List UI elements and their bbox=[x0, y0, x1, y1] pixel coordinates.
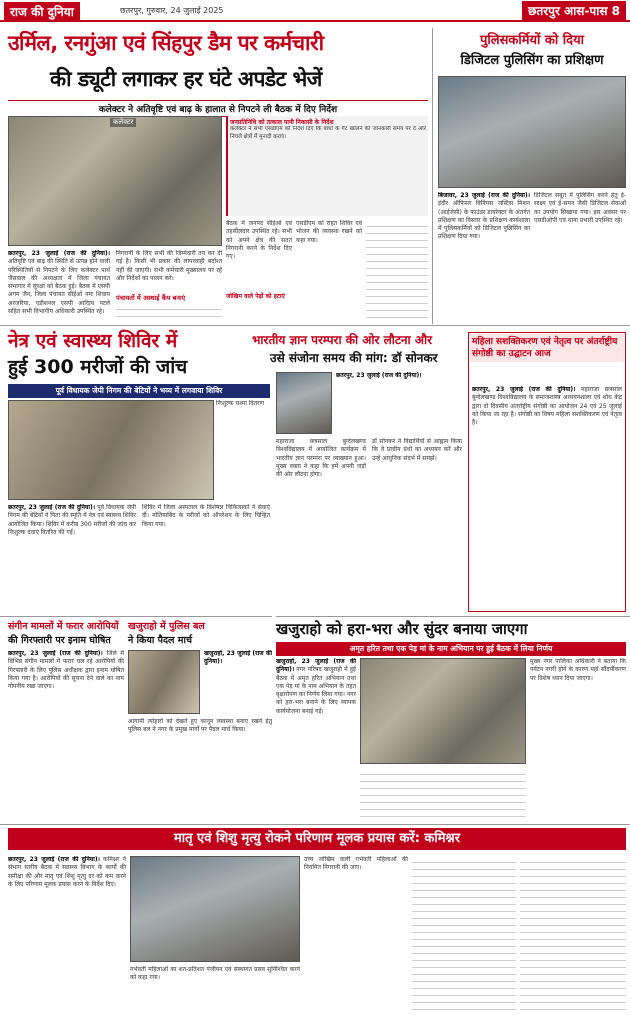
bottom-col-1-text: कमिश्नर ने संभाग स्तरीय बैठक में स्वास्थ्य विभाग के कार्यों की समीक्षा की और मातृ एवं शिशु मृत्यु दर को कम करने के लिए परिणाम मूलक प्रयास करने के निर्देश दिए। bbox=[8, 856, 126, 888]
women-dateline: छतरपुर, 23 जुलाई (राज की दुनिया)। bbox=[472, 386, 576, 393]
accused-headline-1: संगीन मामलों में फरार आरोपियों bbox=[8, 621, 119, 632]
section-title bbox=[522, 1, 626, 20]
paper-name: राज की दुनिया bbox=[4, 2, 80, 21]
lead-headline-1: उर्मिल, रनगुंआ एवं सिंहपुर डैम पर कर्मचारी bbox=[8, 31, 324, 55]
lead-deck: कलेक्टर ने अतिवृष्टि एवं बाढ़ के हालात से निपटने ली बैठक में दिए निर्देश bbox=[8, 100, 428, 117]
khajuraho-col-1 bbox=[276, 658, 356, 818]
camp-col-2: शिविर में जिला अस्पताल के विशेषज्ञ चिकित्सकों ने सेवाएं दीं। मोतियाबिंद के मरीजों को ऑपरेशन के लिए चिन्हित किया गया। bbox=[142, 504, 270, 528]
camp-headline-1: नेत्र एवं स्वास्थ्य शिविर में bbox=[8, 330, 178, 352]
police-col-1-text: इंदौर ऑफिसर विनियस जस्टिस मिशन (आईजेसी) के फाउंडर डायरेक्टर के अंतर्गत प्रशिक्षण का विस्तार के प्रशिक्षण कार्यशाला में पुलिसकर्मियों को डिजिटल पुलिसिंग का प्रशिक्षण दिया गया। bbox=[438, 200, 530, 241]
khajuraho-headline-text: खजुराहो को हरा-भरा और सुंदर बनाया जाएगा bbox=[276, 620, 528, 638]
camp-headline-2: हुई 300 मरीजों की जांच bbox=[8, 356, 188, 378]
bottom-photo bbox=[130, 856, 300, 962]
lead-col-5: एसडीएम को राहत शिविर एवं भोजन की व्यवस्था रखने को कहा गया। bbox=[296, 220, 362, 244]
knowledge-headline-1: भारतीय ज्ञान परम्परा की ओर लौटना और bbox=[252, 333, 433, 347]
lead-col-3: कलेक्टर ने सभी एसडीएम को निर्देश दिए कि बांधों के गेट खोलने की जानकारी समय पर दें और निचले क्षेत्रों में मुनादी कराएं। bbox=[230, 126, 426, 140]
accused-body-text: जिले में विभिन्न संगीन मामलों में फरार चल रहे आरोपियों की गिरफ्तारी के लिए पुलिस अधीक्षक द्वारा इनाम घोषित किया गया है। आरोपियों की सूचना देने वाले का नाम गोपनीय रखा जाएगा। bbox=[8, 650, 124, 691]
march-headline-2: ने किया पैदल मार्च bbox=[128, 635, 192, 646]
lead-photo bbox=[8, 116, 222, 246]
police-headline-1: पुलिसकर्मियों को दिया bbox=[480, 33, 584, 48]
knowledge-lead bbox=[336, 372, 462, 434]
khajuraho-headline bbox=[276, 620, 626, 639]
section-name: छतरपुर आस-पास bbox=[527, 4, 608, 18]
lead-col-1 bbox=[8, 250, 110, 320]
women-body bbox=[472, 386, 622, 608]
bottom-col-1 bbox=[8, 856, 126, 1016]
lead-col-6 bbox=[366, 220, 428, 320]
lead-headline-2: की ड्यूटी लगाकर हर घंटे अपडेट भेजें bbox=[50, 67, 322, 91]
bottom-col-4 bbox=[412, 856, 516, 1016]
bottom-dateline: छतरपुर, 23 जुलाई (राज की दुनिया)। bbox=[8, 856, 100, 863]
march-body: आगामी त्योहारों को देखते हुए कानून व्यवस्था बनाए रखने हेतु पुलिस बल ने नगर के प्रमुख मार्गों पर पैदल मार्च किया। bbox=[128, 718, 272, 734]
khajuraho-photo bbox=[360, 658, 526, 764]
police-col-2: डिजिटल सबूत में पुलिसिंग करने हेतु ई-साक्ष्य एवं ई-समन जैसी डिजिटल सेवाओं का उपयोग सिखाया गया। इस अवसर पर एसडीओपी एवं थाना प्रभारी उपस्थित रहे। bbox=[534, 192, 626, 224]
lead-notes-box bbox=[226, 116, 428, 216]
divider bbox=[0, 824, 630, 825]
women-headline: महिला सशक्तिकरण एवं नेतृत्व पर अंतर्राष्ट्रीय संगोष्ठी का उद्घाटन आज bbox=[470, 334, 624, 362]
police-photo bbox=[438, 76, 626, 188]
divider bbox=[0, 325, 630, 326]
accused-dateline: छतरपुर, 23 जुलाई (राज की दुनिया)। bbox=[8, 650, 103, 657]
knowledge-headline-2: उसे संजोना समय की मांग: डॉ सोनकर bbox=[270, 351, 438, 365]
camp-photo bbox=[8, 400, 214, 500]
march-photo bbox=[128, 650, 200, 714]
khajuraho-deck: अमृत हरित तथा एक पेड़ मां के नाम अभियान पर हुई बैठक में लिया निर्णय bbox=[276, 642, 626, 656]
march-headline-1: खजुराहो में पुलिस बल bbox=[128, 621, 205, 632]
page-number: 8 bbox=[611, 4, 620, 18]
lead-col-2-rest bbox=[116, 303, 222, 320]
police-col-1 bbox=[438, 192, 530, 322]
knowledge-photo bbox=[276, 372, 332, 434]
lead-photo-caption: कलेक्टर bbox=[110, 118, 136, 127]
women-body-text: महाराजा छत्रसाल बुन्देलखण्ड विश्वविद्यालय के समाजशास्त्र अध्ययनशाला एवं शोध केंद्र द्वारा दो दिवसीय अंतर्राष्ट्रीय संगोष्ठी का आयोजन 24 एवं 25 जुलाई को किया जा रहा है। संगोष्ठी का विषय महिला सशक्तिकरण एवं नेतृत्व है। bbox=[472, 386, 622, 427]
date-line: छतरपुर, गुरुवार, 24 जुलाई 2025 bbox=[120, 6, 224, 15]
police-dateline: बिजावर, 23 जुलाई (राज की दुनिया)। bbox=[438, 192, 530, 199]
bottom-col-2: गर्भवती महिलाओं का शत-प्रतिशत पंजीयन एवं संस्थागत प्रसव सुनिश्चित करने को कहा गया। bbox=[130, 966, 300, 982]
accused-headline-2: की गिरफ्तारी पर इनाम घोषित bbox=[8, 635, 111, 646]
khajuraho-col-1-text: नगर परिषद खजुराहो में हुई बैठक में अमृत हरित अभियान तथा एक पेड़ मां के नाम अभियान के तहत वृक्षारोपण का निर्णय लिया गया। नगर को हरा-भरा बनाने के लिए व्यापक कार्ययोजना बनाई गई। bbox=[276, 666, 356, 715]
lead-sub-notes: जनप्रतिनिधि को तत्काल पानी निकासी के निर्देश bbox=[230, 119, 334, 126]
lead-col-2: निगरानी के लिए सभी की जिम्मेदारी तय कर दी गई है। किसी भी प्रकार की लापरवाही बर्दाश्त नहीं की जाएगी। सभी कर्मचारी मुख्यालय पर रहें और निर्देशों का पालन करें। bbox=[116, 250, 222, 282]
divider bbox=[0, 616, 272, 617]
camp-col-1-text: पूर्व विधायक जेपी निगम की बेटियों ने पिता की स्मृति में नेत्र एवं स्वास्थ्य शिविर आयोजित किया। शिविर में करीब 300 मरीजों की जांच कर निःशुल्क दवाएं वितरित की गईं। bbox=[8, 504, 136, 536]
lead-col-1-text: अतिवृष्टि एवं बाढ़ की स्थिति से उत्पन्न होने वाली परिस्थितियों से निपटने के लिए कलेक्टर पार्थ जैसवाल की अध्यक्षता में जिला पंचायत सभागार में सुरक्षा को बैठक हुई। बैठक में एसपी अगम जैन, जिला पंचायत सीईओ नमः शिवाय अरजरिया, एडीशनल एसपी आदित्य पटले सहित सभी विभागीय अधिकारी उपस्थित रहे। bbox=[8, 258, 110, 316]
camp-col-1 bbox=[8, 504, 136, 612]
police-headline-2: डिजिटल पुलिसिंग का प्रशिक्षण bbox=[460, 53, 604, 68]
khajuraho-col-3 bbox=[360, 768, 526, 818]
lead-sub-trees: जोखिम वाले पेड़ों को हटाएं bbox=[226, 293, 285, 300]
divider bbox=[432, 28, 433, 324]
knowledge-col-1: महाराजा छत्रसाल बुन्देलखण्ड विश्वविद्यालय में आयोजित कार्यक्रम में भारतीय ज्ञान परम्परा पर व्याख्यान हुआ। मुख्य वक्ता ने कहा कि हमें अपनी जड़ों की ओर लौटना होगा। bbox=[276, 438, 366, 479]
bottom-col-3: उच्च जोखिम वाली गर्भवती महिलाओं की नियमित निगरानी की जाए। bbox=[304, 856, 408, 872]
khajuraho-dateline: खजुराहो, 23 जुलाई (राज की दुनिया)। bbox=[276, 658, 356, 674]
knowledge-dateline: छतरपुर, 23 जुलाई (राज की दुनिया)। bbox=[336, 372, 422, 379]
khajuraho-col-2: मुख्य नगर पालिका अधिकारी ने बताया कि पर्यटन नगरी होने के कारण यहां सौंदर्यीकरण पर विशेष ध्यान दिया जाएगा। bbox=[530, 658, 626, 682]
camp-photo-caption: निःशुल्क चश्मा वितरण bbox=[216, 400, 264, 407]
accused-body bbox=[8, 650, 124, 818]
bottom-headline: मातृ एवं शिशु मृत्यु रोकने परिणाम मूलक प्रयास करें: कमिश्नर bbox=[173, 831, 461, 846]
divider bbox=[276, 616, 630, 617]
knowledge-col-2: डॉ सोनकर ने विद्यार्थियों से आह्वान किया कि वे प्राचीन ग्रंथों का अध्ययन करें और उन्हें आधुनिक संदर्भ में समझें। bbox=[372, 438, 462, 462]
bottom-col-5 bbox=[520, 856, 626, 1016]
camp-dateline: छतरपुर, 23 जुलाई (राज की दुनिया)। bbox=[8, 504, 95, 511]
camp-banner: पूर्व विधायक जेपी निगम की बेटियों ने भव्य में लगवाया शिविर bbox=[8, 384, 270, 398]
lead-dateline: छतरपुर, 23 जुलाई (राज की दुनिया)। bbox=[8, 250, 110, 257]
lead-col-4: बैठक में जनपद सीईओ एवं तहसीलदार उपस्थित रहे। सभी को अपने क्षेत्र की सतत निगरानी करने के निर्देश दिए गए। bbox=[226, 220, 292, 261]
march-dateline: खजुराहो, 23 जुलाई (राज की दुनिया)। bbox=[204, 650, 272, 666]
lead-sub-panchayat: पंचायतों में अस्थाई कैंप बनाएं bbox=[116, 294, 186, 302]
march-lead bbox=[204, 650, 272, 714]
